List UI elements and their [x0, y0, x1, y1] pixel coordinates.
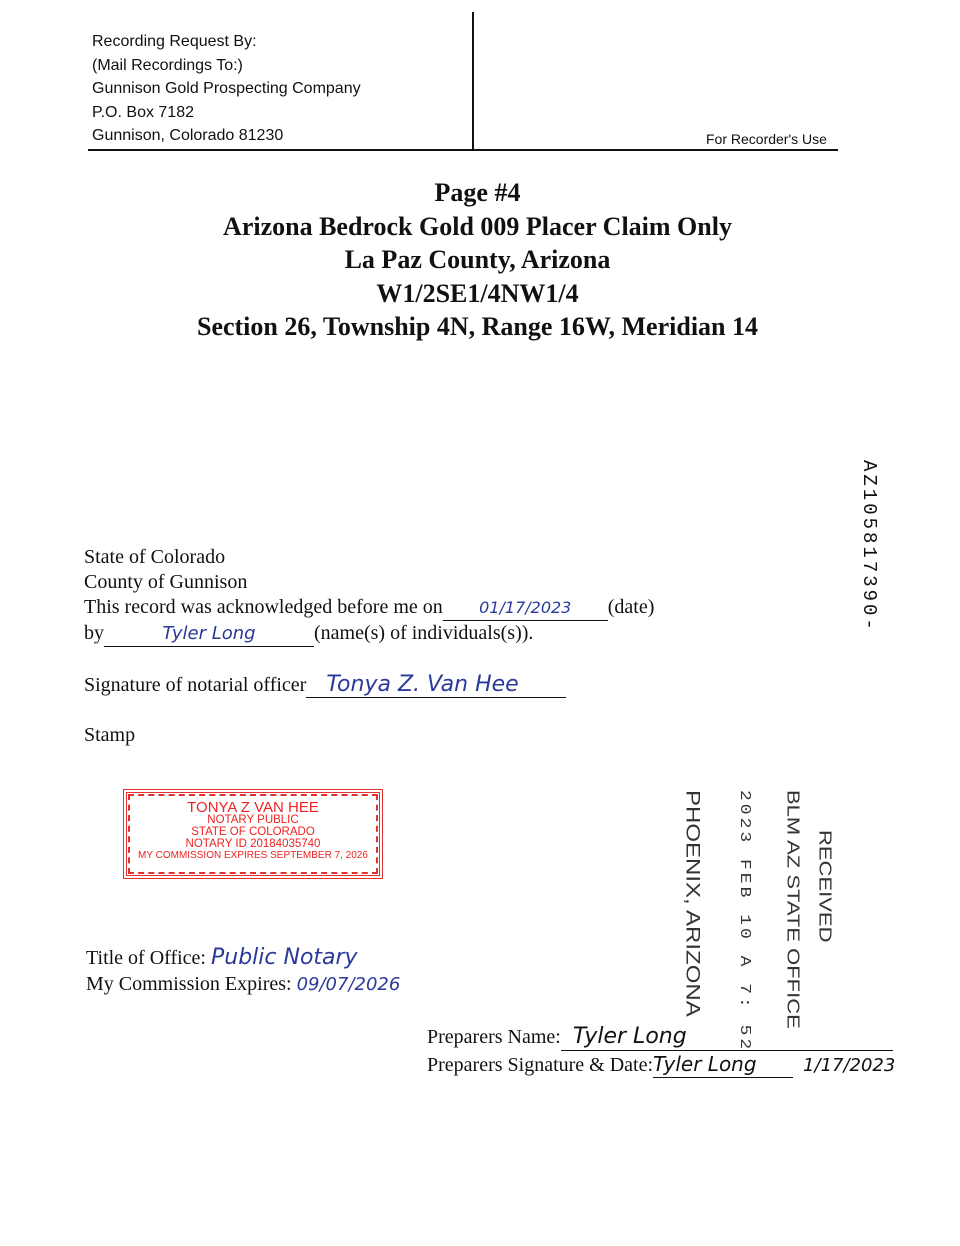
title-label: Title of Office: [86, 947, 206, 969]
notary-block [84, 545, 654, 647]
names-label: (name(s) of individuals(s)). [314, 622, 534, 644]
preparer-name: Tyler Long [561, 1024, 893, 1051]
city-text: PHOENIX, ARIZONA [681, 790, 704, 1017]
ack-label: This record was acknowledged before me on [84, 596, 443, 618]
preparer-signature: Tyler Long [653, 1051, 793, 1078]
signature-line [84, 672, 566, 698]
title-line: Arizona Bedrock Gold 009 Placer Claim Only [223, 211, 732, 241]
document-number: AZ105817390- [858, 460, 880, 633]
header-line: Recording Request By: [92, 33, 257, 50]
preparer-block [427, 1024, 895, 1079]
recorders-use-label: For Recorder's Use [706, 131, 827, 147]
office-block [86, 945, 400, 998]
stamp-line: STATE OF COLORADO [191, 826, 315, 838]
by-line [84, 621, 654, 647]
title-line: W1/2SE1/4NW1/4 [376, 278, 579, 308]
by-label: by [84, 622, 104, 644]
title-value: Public Notary [211, 945, 358, 970]
expires-value: 09/07/2026 [296, 974, 401, 995]
commission-expires [86, 971, 400, 998]
name-label: Preparers Name: [427, 1026, 561, 1048]
office-text: BLM AZ STATE OFFICE [783, 790, 804, 1029]
stamp-line: NOTARY ID 20184035740 [185, 838, 321, 850]
received-text: RECEIVED [815, 830, 836, 943]
header-line: Gunnison, Colorado 81230 [92, 127, 284, 144]
sig-label: Signature of notarial officer [84, 674, 307, 696]
header-line: (Mail Recordings To:) [92, 56, 243, 74]
title-line: La Paz County, Arizona [344, 245, 611, 274]
divider [88, 149, 838, 151]
divider [472, 12, 474, 150]
state-line: State of Colorado [84, 546, 226, 568]
title-line: Page #4 [434, 178, 521, 207]
preparer-name-line [427, 1024, 895, 1051]
preparer-sig-line [427, 1051, 895, 1079]
notary-signature: Tonya Z. Van Hee [306, 672, 566, 698]
sig-label: Preparers Signature & Date: [427, 1054, 654, 1076]
notary-stamp [123, 789, 383, 879]
header-line: P.O. Box 7182 [92, 103, 194, 121]
by-name: Tyler Long [104, 621, 314, 647]
preparer-date: 1/17/2023 [803, 1055, 896, 1076]
stamp-line: MY COMMISSION EXPIRES SEPTEMBER 7, 2026 [138, 850, 368, 861]
stamp-line: NOTARY PUBLIC [207, 814, 299, 826]
ack-line [84, 595, 654, 621]
stamp-line: TONYA Z VAN HEE [187, 799, 319, 816]
expires-label: My Commission Expires: [86, 973, 292, 995]
document-title [0, 176, 955, 344]
stamp-label: Stamp [84, 724, 136, 746]
title-line: Section 26, Township 4N, Range 16W, Meridian 14 [196, 312, 759, 341]
received-datetime: 2023 FEB 10 A 7: 52 [736, 790, 752, 1053]
county-line: County of Gunnison [84, 571, 248, 593]
ack-date: 01/17/2023 [443, 595, 608, 621]
header-line: Gunnison Gold Prospecting Company [92, 80, 361, 97]
title-of-office [86, 945, 400, 971]
date-label: (date) [607, 596, 655, 618]
recording-request-block [92, 30, 361, 148]
